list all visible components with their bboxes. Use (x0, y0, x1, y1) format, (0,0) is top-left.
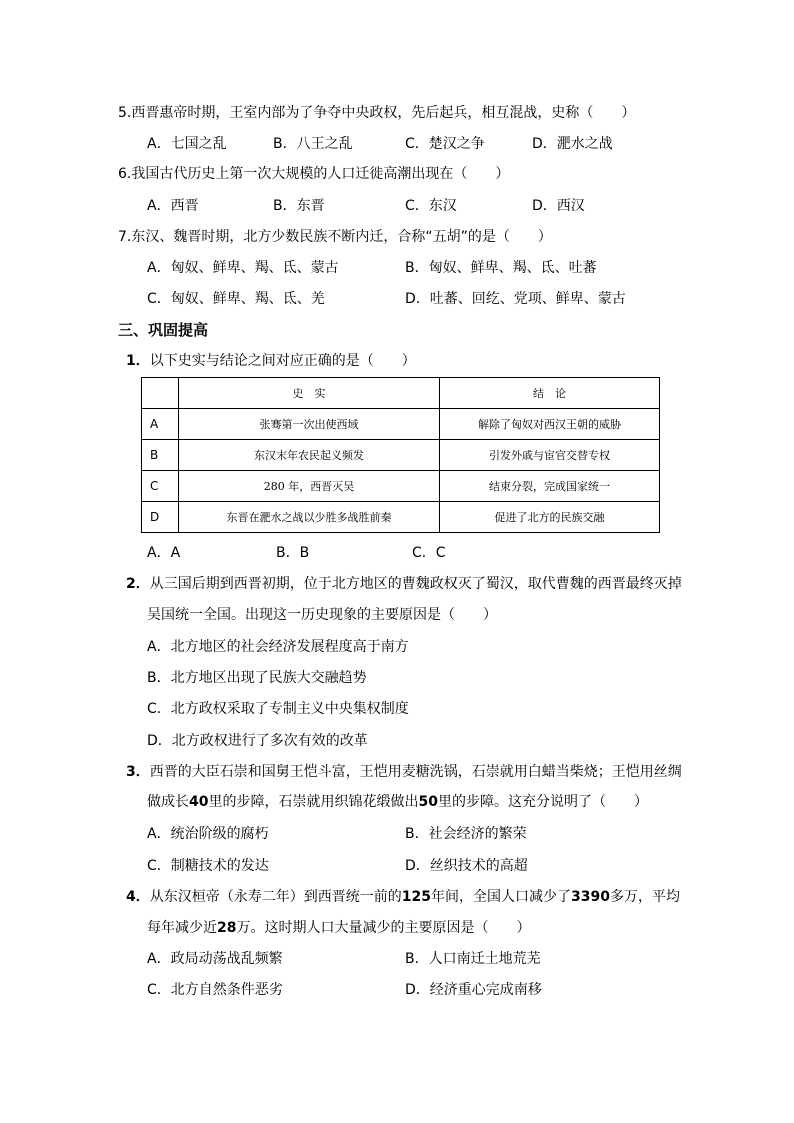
q6-option-d: D．西汉 (532, 198, 585, 214)
s4-stem-line-2 (147, 918, 530, 938)
row-conclusion: 引发外戚与宦官交替专权 (440, 440, 660, 471)
s1-option-c: C．C (412, 545, 446, 561)
table-header-row (142, 378, 660, 409)
row-key: C (142, 471, 179, 502)
s4-option-c: C．北方自然条件恶劣 (147, 982, 283, 998)
s1-option-a: A．A (147, 545, 181, 561)
q6-option-c: C．东汉 (405, 198, 457, 214)
s4-stem-2a: 每年减少近 (147, 920, 217, 936)
row-key: B (142, 440, 179, 471)
s3-option-c: C．制糖技术的发达 (147, 858, 269, 874)
row-conclusion: 解除了匈奴对西汉王朝的威胁 (440, 409, 660, 440)
table-row (142, 409, 660, 440)
s1-option-b: B．B (276, 545, 310, 561)
s1-number: 1． (126, 353, 150, 369)
row-fact: 280 年，西晋灭吴 (179, 471, 440, 502)
table-header-fact: 史 实 (179, 378, 440, 409)
row-key: A (142, 409, 179, 440)
q6-option-a: A．西晋 (147, 198, 199, 214)
s2-stem-line-1 (126, 574, 682, 594)
q7-option-a: A．匈奴、鲜卑、羯、氐、蒙古 (147, 260, 339, 276)
s2-stem-line-2: 吴国统一全国。出现这一历史现象的主要原因是（ ） (147, 607, 497, 623)
s2-stem-1: 从三国后期到西晋初期，位于北方地区的曹魏政权灭了蜀汉，取代曹魏的西晋最终灭掉 (149, 576, 682, 592)
row-conclusion: 促进了北方的民族交融 (440, 502, 660, 533)
row-key: D (142, 502, 179, 533)
q5-option-c: C．楚汉之争 (405, 136, 485, 152)
s3-option-a: A．统治阶级的腐朽 (147, 826, 269, 842)
s1-stem: 以下史实与结论之间对应正确的是（ ） (149, 353, 416, 369)
table-header-conclusion: 结 论 (440, 378, 660, 409)
table-corner-cell (142, 378, 179, 409)
s4-number: 4． (126, 889, 150, 905)
s3-option-d: D．丝织技术的高超 (405, 858, 528, 874)
table-row (142, 471, 660, 502)
s2-number: 2． (126, 576, 150, 592)
q7-option-c: C．匈奴、鲜卑、羯、氐、羌 (147, 291, 325, 307)
s4-number-28: 28 (217, 920, 237, 936)
s4-option-a: A．政局动荡战乱频繁 (147, 951, 283, 967)
q7-option-b: B．匈奴、鲜卑、羯、氐、吐蕃 (405, 260, 597, 276)
s3-number-50: 50 (418, 794, 438, 810)
q7-option-d: D．吐蕃、回纥、党项、鲜卑、蒙古 (405, 291, 626, 307)
s4-stem-2c: 万。这时期人口大量减少的主要原因是（ ） (236, 920, 531, 936)
question-5-stem: 5.西晋惠帝时期，王室内部为了争夺中央政权，先后起兵，相互混战，史称（ ） (118, 105, 636, 121)
s2-option-b: B．北方地区出现了民族大交融趋势 (147, 670, 367, 686)
s3-stem-2a: 做成长 (147, 794, 189, 810)
s3-number-40: 40 (189, 794, 209, 810)
s2-option-c: C．北方政权采取了专制主义中央集权制度 (147, 701, 409, 717)
s2-option-a: A．北方地区的社会经济发展程度高于南方 (147, 639, 409, 655)
table-row (142, 440, 660, 471)
s4-number-125: 125 (401, 889, 431, 905)
q5-option-a: A．七国之乱 (147, 136, 227, 152)
q5-option-d: D．淝水之战 (532, 136, 613, 152)
s3-stem-2c: 里的步障，石崇就用织锦花缎做出 (208, 794, 419, 810)
s1-stem-line (126, 351, 416, 371)
q6-option-b: B．东晋 (273, 198, 325, 214)
s3-stem-line-1 (126, 762, 682, 782)
s4-option-d: D．经济重心完成南移 (405, 982, 542, 998)
s3-stem-2e: 里的步障。这充分说明了（ ） (437, 794, 648, 810)
s3-number: 3． (126, 764, 150, 780)
s4-stem-1a: 从东汉桓帝（永寿二年）到西晋统一前的 (149, 889, 402, 905)
row-fact: 张骞第一次出使西域 (179, 409, 440, 440)
table-row (142, 502, 660, 533)
s3-stem-line-2 (147, 792, 648, 812)
section-title: 三、巩固提高 (118, 321, 209, 339)
row-fact: 东汉末年农民起义频发 (179, 440, 440, 471)
fact-conclusion-table (141, 377, 660, 533)
s2-option-d: D．北方政权进行了多次有效的改革 (147, 733, 368, 749)
row-fact: 东晋在淝水之战以少胜多战胜前秦 (179, 502, 440, 533)
s4-number-3390: 3390 (570, 889, 610, 905)
s3-option-b: B．社会经济的繁荣 (405, 826, 527, 842)
s3-stem-1: 西晋的大臣石崇和国舅王恺斗富，王恺用麦糖洗锅，石崇就用白蜡当柴烧；王恺用丝绸 (149, 764, 682, 780)
row-conclusion: 结束分裂，完成国家统一 (440, 471, 660, 502)
question-7-stem: 7.东汉、魏晋时期，北方少数民族不断内迁，合称“五胡”的是（ ） (118, 229, 552, 245)
question-6-stem: 6.我国古代历史上第一次大规模的人口迁徙高潮出现在（ ） (118, 166, 510, 182)
s4-stem-1e: 多万，平均 (609, 889, 680, 905)
q5-option-b: B．八王之乱 (273, 136, 353, 152)
s4-option-b: B．人口南迁土地荒芜 (405, 951, 541, 967)
s4-stem-1c: 年间，全国人口减少了 (430, 889, 571, 905)
s4-stem-line-1 (126, 887, 680, 907)
